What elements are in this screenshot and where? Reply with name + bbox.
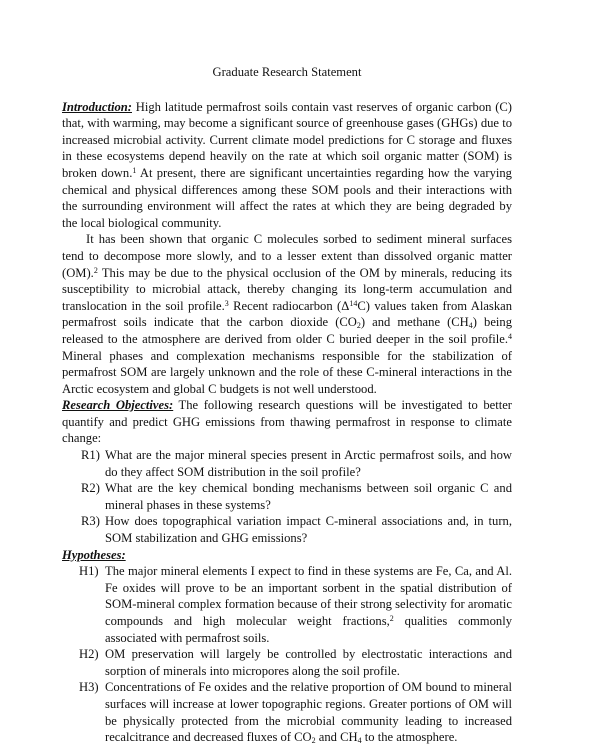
list-item [62, 563, 512, 646]
question-text: What are the major mineral species present in Arctic permafrost soils, and how do they affect SOM distribution in the soil profile? [105, 448, 512, 479]
question-text: What are the key chemical bonding mechanisms between soil organic C and mineral phases in these systems? [105, 481, 512, 512]
document-title: Graduate Research Statement [212, 65, 362, 79]
background-text: Recent radiocarbon (Δ [228, 298, 350, 313]
hypothesis-text [105, 679, 512, 745]
hypothesis-text-part: The major mineral elements I expect to find in these systems are Fe, Ca, and Al. Fe oxides will prove to be an important sorbent in the spatial distribution of SOM-mineral complex formation because of their strong selectivity for aromatic compounds and high molecular weight fractions, [105, 564, 512, 628]
chemical-subscript: 2 [356, 321, 361, 331]
hypothesis-number: H2) [79, 647, 99, 662]
introduction-text-cont: At present, there are significant uncertainties regarding how the varying chemical and physical differences among these SOM pools and their interactions with the surrounding environment will affect the rates at which they are being degraded by the local biological community. [62, 165, 512, 230]
background-text: Mineral phases and complexation mechanisms responsible for the stabilization of permafrost SOM are largely unknown and the role of these C-mineral interactions in the Arctic ecosystem and global C budgets is not well understood. [62, 348, 512, 396]
background-text: ) being released to the atmosphere are derived from older C buried deeper in the soil profile. [62, 315, 513, 346]
hypothesis-number: H3) [79, 680, 99, 695]
footnote-ref: 4 [508, 331, 512, 341]
chemical-subscript: 4 [357, 736, 362, 746]
footnote-ref: 3 [224, 298, 229, 308]
list-item [62, 513, 512, 546]
chemical-subscript: 4 [468, 321, 473, 331]
hypothesis-number: H1) [79, 564, 99, 579]
list-item [62, 646, 512, 679]
introduction-text: High latitude permafrost soils contain vast reserves of organic carbon (C) that, with warming, may become a significant source of greenhouse gases (GHGs) due to increased microbial activity. Current climate model predictions for C storage and fluxes in these ecosystems depend heavily on the rate at which soil organic matter (SOM) is broken down. [62, 99, 512, 180]
isotope-superscript: 14 [349, 298, 358, 308]
list-item [62, 447, 512, 480]
objectives-paragraph [62, 397, 512, 447]
hypotheses-list [62, 563, 512, 746]
chemical-subscript: 2 [311, 736, 316, 746]
list-item [62, 480, 512, 513]
question-number: R3) [81, 514, 100, 529]
objectives-label: Research Objectives: [62, 398, 174, 413]
hypothesis-text-part: and CH [315, 730, 358, 745]
question-number: R2) [81, 481, 100, 496]
hypotheses-label: Hypotheses: [62, 547, 126, 562]
question-number: R1) [81, 448, 100, 463]
hypotheses-heading [62, 547, 512, 564]
footnote-ref: 1 [132, 165, 137, 175]
hypothesis-text-part: qualities commonly associated with permafrost soils. [105, 614, 512, 645]
footnote-ref: 2 [93, 265, 98, 275]
background-text: ) and methane (CH [360, 315, 469, 330]
hypothesis-text: OM preservation will largely be controlled by electrostatic interactions and sorption of minerals into micropores along the soil profile. [105, 647, 512, 678]
hypothesis-text [105, 563, 512, 646]
introduction-label: Introduction: [62, 99, 132, 114]
background-text: C) values taken from Alaskan permafrost soils indicate that the carbon dioxide (CO [62, 298, 513, 330]
research-questions-list [62, 447, 512, 547]
hypothesis-text-part: Concentrations of Fe oxides and the relative proportion of OM bound to mineral surfaces will increase at lower topographic regions. Greater portions of OM will be physically protected from the microbial community leading to increased recalcitrance and decreased fluxes of CO [105, 680, 512, 745]
background-text: It has been shown that organic C molecules sorbed to sediment mineral surfaces tend to decompose more slowly, and to a lesser extent than dissolved organic matter (OM). [62, 232, 512, 280]
background-paragraph [62, 231, 512, 397]
introduction-paragraph [62, 99, 512, 232]
question-text: How does topographical variation impact C-mineral associations and, in turn, SOM stabilization and GHG emissions? [105, 514, 512, 546]
footnote-ref: 2 [389, 614, 394, 623]
hypothesis-text-part: to the atmosphere. [361, 730, 458, 745]
list-item [62, 679, 512, 745]
background-text: This may be due to the physical occlusion of the OM by minerals, reducing its susceptibility to microbial attack, thereby changing its long-term accumulation and translocation in the soil profile. [62, 265, 512, 313]
objectives-text: The following research questions will be investigated to better quantify and predict GHG emissions from thawing permafrost in response to climate change: [62, 398, 513, 446]
